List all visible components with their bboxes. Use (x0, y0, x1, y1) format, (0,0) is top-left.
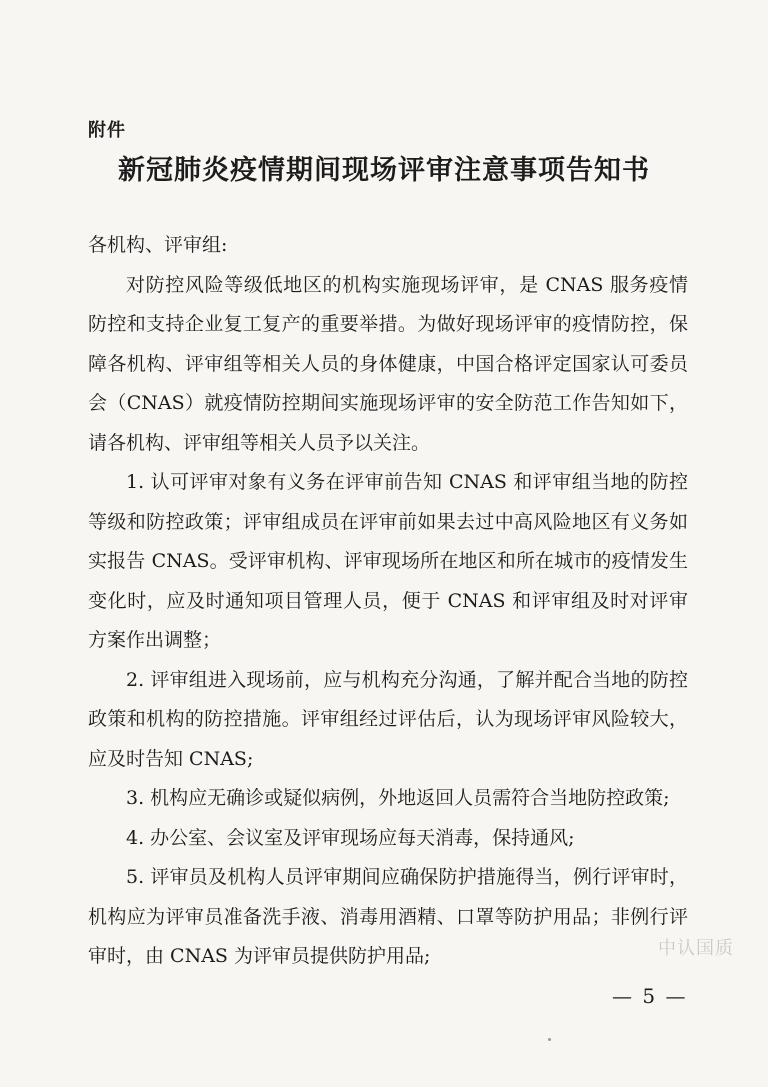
document-body (88, 226, 688, 977)
item-paragraph-5: 5. 评审员及机构人员评审期间应确保防护措施得当，例行评审时，机构应为评审员准备洗手液、消毒用酒精、口罩等防护用品；非例行评审时，由 CNAS 为评审员提供防护用品; (88, 866, 688, 967)
scan-speck (548, 1038, 551, 1041)
watermark: 中认国质 (658, 938, 734, 959)
page-number: — 5 — (612, 984, 688, 1008)
item-paragraph-1: 1. 认可评审对象有义务在评审前告知 CNAS 和评审组当地的防控等级和防控政策；评审组成员在评审前如果去过中高风险地区有义务如实报告 CNAS。受评审机构、评审现场所在地区和所在城市的疫情发生变化时，应及时通知项目管理人员，便于 CNAS 和评审组及时对评审方案作出调整； (88, 471, 688, 651)
item-paragraph-4: 4. 办公室、会议室及评审现场应每天消毒，保持通风; (126, 826, 575, 849)
item-paragraph-3: 3. 机构应无确诊或疑似病例，外地返回人员需符合当地防控政策; (126, 787, 670, 809)
attachment-label: 附件 (88, 120, 126, 141)
document-title: 新冠肺炎疫情期间现场评审注意事项告知书 (118, 155, 650, 186)
intro-paragraph: 对防控风险等级低地区的机构实施现场评审，是 CNAS 服务疫情防控和支持企业复工复产的重要举措。为做好现场评审的疫情防控，保障各机构、评审组等相关人员的身体健康，中国合格评定国家认可委员会（CNAS）就疫情防控期间实施现场评审的安全防范工作告知如下，请各机构、评审组等相关人员予以关注。 (88, 273, 688, 454)
salutation: 各机构、评审组: (88, 234, 228, 256)
item-paragraph-2: 2. 评审组进入现场前，应与机构充分沟通，了解并配合当地的防控政策和机构的防控措施。评审组经过评估后，认为现场评审风险较大，应及时告知 CNAS; (88, 668, 688, 770)
